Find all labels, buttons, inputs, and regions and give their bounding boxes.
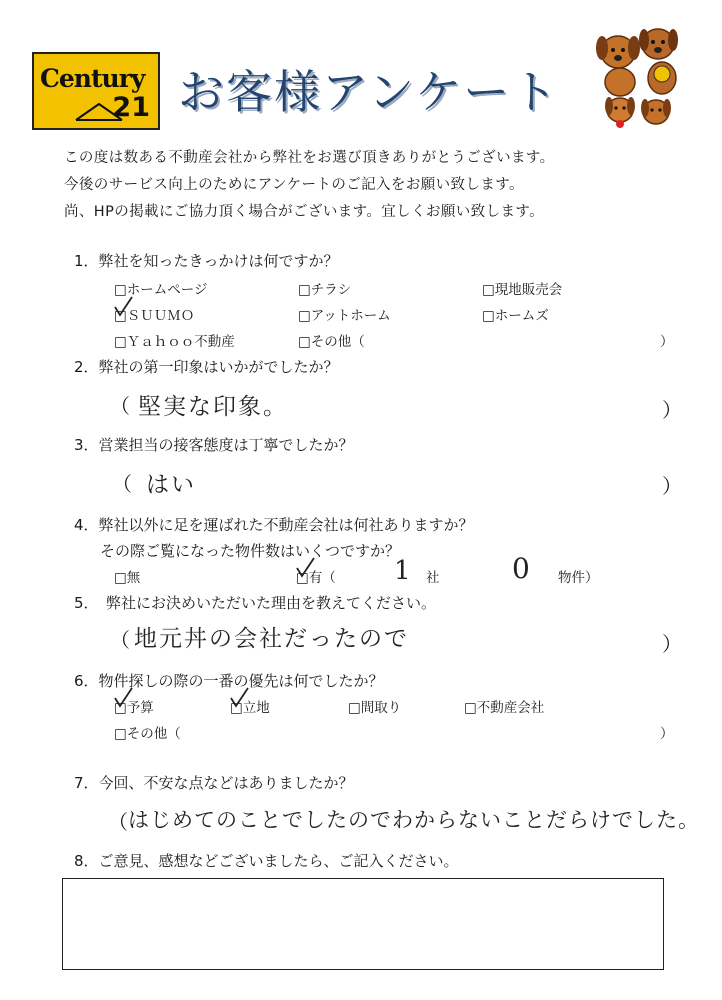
check-mark-icon [294,556,316,580]
q1-option-suumo[interactable]: □ＳＵＵＭＯ [114,308,195,324]
question-3: 3．営業担当の接客態度は丁寧でしたか？ [74,436,354,454]
logo-number: 21 [112,92,150,123]
logo-word: Century [40,64,145,93]
q2-answer[interactable]: 堅実な印象。 [138,394,288,420]
intro-line-1: この度は数ある不動産会社から弊社をお選び頂きありがとうございます。 [64,150,555,166]
check-mark-icon [112,686,134,710]
intro-line-2: 今後のサービス向上のためにアンケートのご記入をお願い致します。 [64,177,524,193]
q4-company-count[interactable]: 1 [394,556,413,586]
q3-answer[interactable]: はい [146,472,196,498]
q3-open-paren: （ [112,472,132,496]
check-mark-icon [228,686,250,710]
q2-close-paren: ） [662,398,682,422]
q6-option-location[interactable]: □立地 [230,700,270,716]
q6-option-budget[interactable]: □予算 [114,700,154,716]
q4-option-none[interactable]: □無 [114,570,141,586]
q1-option-homepage[interactable]: □ホームページ [114,282,208,298]
question-4: 4．弊社以外に足を運ばれた不動産会社は何社ありますか？ [74,516,474,534]
q7-answer[interactable]: はじめてのことでしたのでわからないことだらけでした。 [128,808,700,832]
question-4-sub: その際ご覧になった物件数はいくつですか？ [100,542,401,560]
question-6: 6．物件探しの際の一番の優先は何でしたか？ [74,672,384,690]
mascot-dogs-icon [580,14,692,132]
q3-close-paren: ） [662,474,682,498]
q1-close-paren: ） [660,334,674,350]
q4-company-unit: 社 [426,570,440,586]
check-mark-icon [112,295,134,319]
q1-option-flyer[interactable]: □チラシ [298,282,352,298]
q6-option-floorplan[interactable]: □間取り [348,700,402,716]
q1-option-other[interactable]: □その他（ [298,334,365,350]
q1-option-open-house[interactable]: □現地販売会 [482,282,563,298]
q7-open-paren: （ [108,810,128,834]
question-7: 7．今回、不安な点などはありましたか？ [74,774,354,792]
intro-line-3: 尚、HPの掲載にご協力頂く場合がございます。宜しくお願い致します。 [64,204,545,220]
question-8: 8．ご意見、感想などございましたら、ご記入ください。 [74,852,459,870]
q1-option-homes[interactable]: □ホームズ [482,308,549,324]
question-2: 2．弊社の第一印象はいかがでしたか？ [74,358,339,376]
q5-open-paren: （ [110,628,130,652]
page-title: お客様アンケート [178,65,560,119]
comment-box[interactable] [62,878,664,970]
q1-option-yahoo[interactable]: □Ｙａｈｏｏ不動産 [114,334,235,350]
question-1: 1．弊社を知ったきっかけは何ですか？ [74,252,339,270]
q4-property-count[interactable]: 0 [512,552,532,585]
q6-option-other[interactable]: □その他（ [114,726,181,742]
q4-property-unit: 物件） [558,570,599,586]
q5-answer[interactable]: 地元丼の会社だったので [134,626,409,652]
century21-logo [32,52,160,130]
q6-option-agency[interactable]: □不動産会社 [464,700,545,716]
question-5: 5． 弊社にお決めいただいた理由を教えてください。 [74,594,437,612]
q6-close-paren: ） [660,726,674,742]
q2-open-paren: （ [110,394,130,418]
q5-close-paren: ） [662,632,682,656]
q1-option-athome[interactable]: □アットホーム [298,308,391,324]
q4-option-yes[interactable]: □有（ [296,570,336,586]
